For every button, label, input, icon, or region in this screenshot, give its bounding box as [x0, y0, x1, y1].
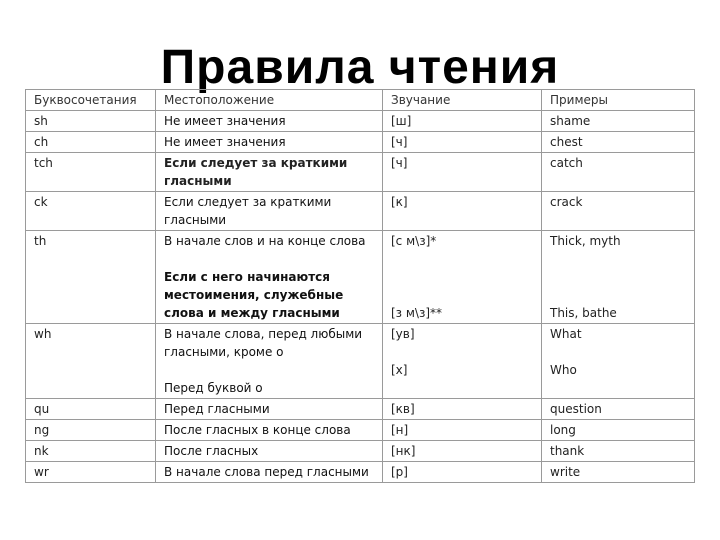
- spacer: [164, 361, 374, 379]
- combo-cell: ng: [26, 420, 156, 441]
- position-cell: После гласных: [156, 441, 383, 462]
- position-cell: Не имеет значения: [156, 132, 383, 153]
- example-cell: chest: [542, 132, 695, 153]
- position-text: В начале слова, перед любыми гласными, кроме o: [164, 327, 363, 359]
- column-header-examples: Примеры: [542, 90, 695, 111]
- sound-cell: [383, 231, 542, 324]
- sound-cell: [кв]: [383, 399, 542, 420]
- sound-cell: [к]: [383, 192, 542, 231]
- table-row: [26, 111, 695, 132]
- example-cell: shame: [542, 111, 695, 132]
- combo-cell: nk: [26, 441, 156, 462]
- example-text: Thick, myth: [550, 234, 621, 248]
- example-cell: catch: [542, 153, 695, 192]
- spacer: [550, 250, 686, 304]
- example-text: This, bathe: [550, 306, 617, 320]
- table-row: [26, 231, 695, 324]
- sound-text: [ув]: [391, 327, 415, 341]
- sound-cell: [н]: [383, 420, 542, 441]
- position-cell: В начале слова перед гласными: [156, 462, 383, 483]
- table-row: [26, 153, 695, 192]
- table-row: [26, 192, 695, 231]
- table-row: [26, 132, 695, 153]
- sound-cell: [ч]: [383, 132, 542, 153]
- sound-text: [з м\з]**: [391, 306, 443, 320]
- position-cell: [156, 324, 383, 399]
- combo-cell: wh: [26, 324, 156, 399]
- combo-cell: th: [26, 231, 156, 324]
- position-cell: Не имеет значения: [156, 111, 383, 132]
- sound-text: [х]: [391, 363, 408, 377]
- position-cell: Если следует за краткими гласными: [156, 153, 383, 192]
- position-cell: [156, 231, 383, 324]
- spacer: [391, 343, 533, 361]
- combo-cell: qu: [26, 399, 156, 420]
- reading-rules-table: [25, 89, 695, 483]
- spacer: [391, 250, 533, 304]
- sound-cell: [ш]: [383, 111, 542, 132]
- combo-cell: ck: [26, 192, 156, 231]
- position-text: Если с него начинаются местоимения, служебные слова и между гласными: [164, 270, 344, 320]
- example-cell: long: [542, 420, 695, 441]
- example-cell: write: [542, 462, 695, 483]
- position-text: Перед буквой o: [164, 381, 263, 395]
- example-text: Who: [550, 363, 577, 377]
- example-cell: [542, 231, 695, 324]
- combo-cell: tch: [26, 153, 156, 192]
- slide-title: Правила чтения: [160, 41, 560, 94]
- sound-cell: [383, 324, 542, 399]
- position-text: В начале слов и на конце слова: [164, 234, 366, 248]
- table-row: [26, 420, 695, 441]
- example-cell: question: [542, 399, 695, 420]
- sound-cell: [нк]: [383, 441, 542, 462]
- table-row: [26, 399, 695, 420]
- position-cell: После гласных в конце слова: [156, 420, 383, 441]
- sound-cell: [р]: [383, 462, 542, 483]
- combo-cell: wr: [26, 462, 156, 483]
- table-row: [26, 441, 695, 462]
- combo-cell: ch: [26, 132, 156, 153]
- column-header-combinations: Буквосочетания: [26, 90, 156, 111]
- table-row: [26, 462, 695, 483]
- sound-cell: [ч]: [383, 153, 542, 192]
- example-cell: [542, 324, 695, 399]
- position-cell: Если следует за краткими гласными: [156, 192, 383, 231]
- combo-cell: sh: [26, 111, 156, 132]
- sound-text: [с м\з]*: [391, 234, 437, 248]
- column-header-sound: Звучание: [383, 90, 542, 111]
- example-text: What: [550, 327, 582, 341]
- example-cell: crack: [542, 192, 695, 231]
- spacer: [164, 250, 374, 268]
- column-header-position: Местоположение: [156, 90, 383, 111]
- spacer: [550, 343, 686, 361]
- example-cell: thank: [542, 441, 695, 462]
- table-header-row: [26, 90, 695, 111]
- position-cell: Перед гласными: [156, 399, 383, 420]
- table-row: [26, 324, 695, 399]
